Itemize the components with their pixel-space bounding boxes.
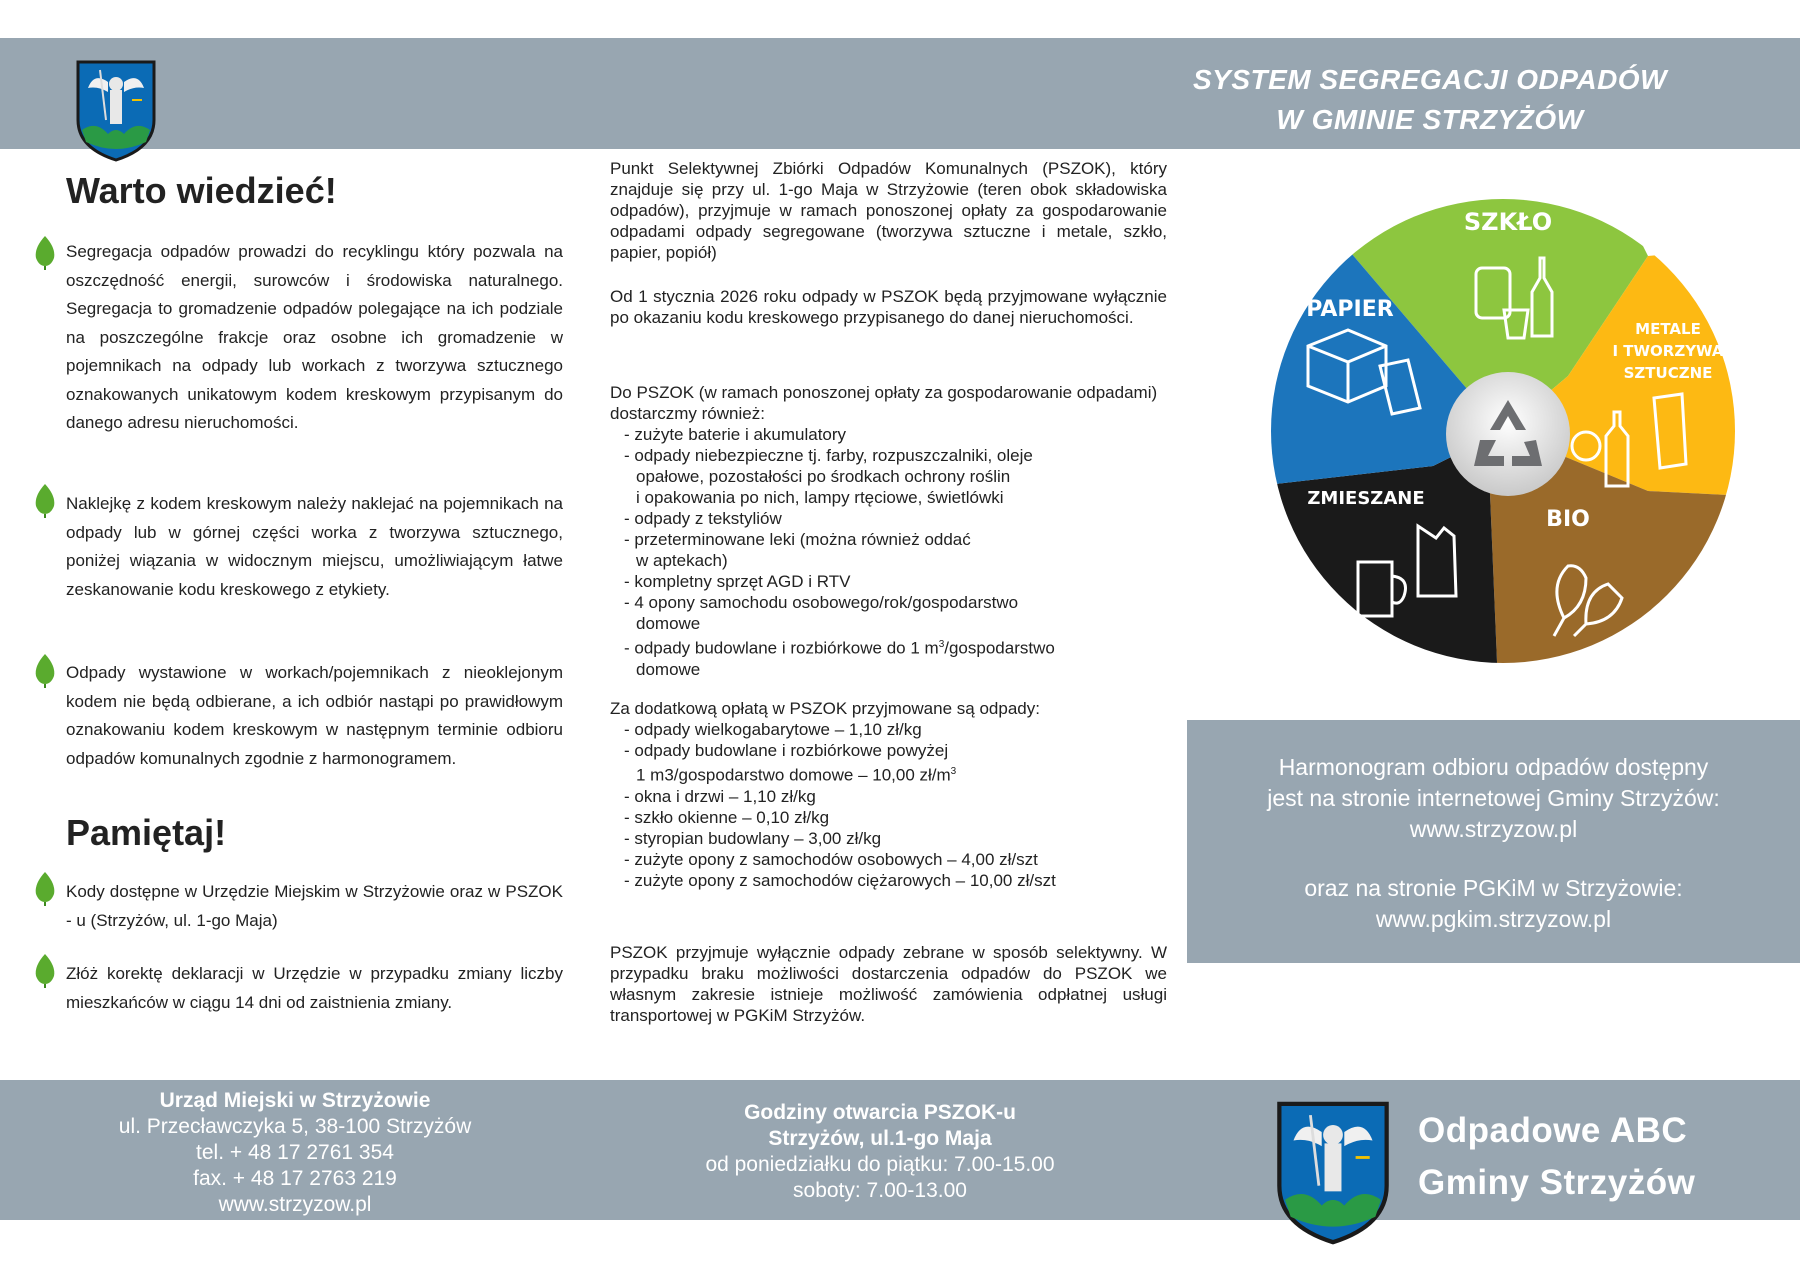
free-item-text: - odpady budowlane i rozbiórkowe do 1 m xyxy=(624,638,939,658)
paid-item: - odpady budowlane i rozbiórkowe powyżej xyxy=(624,741,949,760)
office-address: ul. Przecławczyka 5, 38-100 Strzyżów xyxy=(118,1115,472,1138)
superscript: 3 xyxy=(938,639,945,650)
brand-line2: Gminy Strzyżów xyxy=(1418,1163,1696,1202)
free-item: - przeterminowane leki (można również oddać xyxy=(624,530,971,549)
segment-label-papier: PAPIER xyxy=(1306,297,1394,322)
paid-item-text: 1 m3/gospodarstwo domowe – 10,00 zł/m xyxy=(636,765,951,785)
header-title xyxy=(1130,60,1730,140)
segment-label-metale: METALE xyxy=(1635,320,1701,338)
leaf-icon xyxy=(34,236,56,270)
leaf-icon xyxy=(34,654,56,688)
pszok-hours xyxy=(660,1100,1100,1204)
hours-saturday: soboty: 7.00-13.00 xyxy=(793,1179,967,1202)
pszok-free-list xyxy=(610,382,1167,680)
pszok-selective xyxy=(610,942,1167,1026)
header-title-line1: SYSTEM SEGREGACJI ODPADÓW xyxy=(1192,64,1668,95)
harmonogram-box xyxy=(1187,720,1800,963)
free-item: - 4 opony samochodu osobowego/rok/gospodarstwo xyxy=(624,593,1019,612)
harmonogram-line2: jest na stronie internetowej Gminy Strzyżów: xyxy=(1267,785,1720,811)
segment-label-sztuczne: SZTUCZNE xyxy=(1623,364,1713,382)
free-item: w aptekach) xyxy=(636,551,728,570)
hours-place: Strzyżów, ul.1-go Maja xyxy=(768,1127,992,1150)
office-tel: tel. + 48 17 2761 354 xyxy=(196,1141,394,1164)
harmonogram-link-strzyzow[interactable]: www.strzyzow.pl xyxy=(1409,816,1578,842)
bullet-segregacja: Segregacja odpadów prowadzi do recyklingu który pozwala na oszczędność energii, surowców i środowiska naturalnego. Segregacja to gromadzenie odpadów polegające na ich podziale na poszczególne frakcje oraz osobne ich gromadzenie w pojemnikach na odpady lub workach z tworzywa sztucznego oznakowanych unikatowym kodem kreskowym przypisanym do danego adresu nieruchomości. xyxy=(66,242,563,432)
free-item: - odpady z tekstyliów xyxy=(624,509,782,528)
harmonogram-link-pgkim[interactable]: www.pgkim.strzyzow.pl xyxy=(1375,906,1612,932)
superscript: 3 xyxy=(950,766,957,777)
segment-label-tworzywa: I TWORZYWA xyxy=(1612,342,1724,360)
leaf-icon xyxy=(34,872,56,906)
pszok-selective-text: PSZOK przyjmuje wyłącznie odpady zebrane w sposób selektywny. W przypadku braku możliwości dostarczenia odpadów do PSZOK we własnym zakresie istnieje możliwość zamówienia odpłatnej usługi transportowej w PGKiM Strzyżów. xyxy=(610,943,1167,1025)
leaf-icon xyxy=(34,954,56,988)
hours-title: Godziny otwarcia PSZOK-u xyxy=(744,1101,1016,1124)
office-name: Urząd Miejski w Strzyżowie xyxy=(159,1089,431,1112)
paid-item: - zużyte opony z samochodów ciężarowych – 10,00 zł/szt xyxy=(624,870,1056,890)
warto-wiedziec-heading: Warto wiedzieć! xyxy=(66,170,337,211)
segment-label-szklo: SZKŁO xyxy=(1463,208,1553,236)
pszok-paid-intro: Za dodatkową opłatą w PSZOK przyjmowane są odpady: xyxy=(610,699,1040,718)
harmonogram-line4: oraz na stronie PGKiM w Strzyżowie: xyxy=(1304,875,1683,901)
free-item: domowe xyxy=(636,614,701,633)
paid-item: - styropian budowlany – 3,00 zł/kg xyxy=(624,828,882,848)
free-item-text: /gospodarstwo xyxy=(944,638,1055,658)
office-www[interactable]: www.strzyzow.pl xyxy=(218,1193,372,1216)
free-item: - zużyte baterie i akumulatory xyxy=(624,425,847,444)
pszok-intro xyxy=(610,158,1167,263)
free-item: domowe xyxy=(636,659,701,679)
pszok-kod-text: Od 1 stycznia 2026 roku odpady w PSZOK będą przyjmowane wyłącznie po okazaniu kodu kreskowego przypisanego do danej nieruchomości. xyxy=(610,287,1167,327)
bullet-korekta: Złóż korektę deklaracji w Urzędzie w przypadku zmiany liczby mieszkańców w ciągu 14 dni od zaistnienia zmiany. xyxy=(66,964,563,1012)
free-item: opałowe, pozostałości po środkach ochrony roślin xyxy=(636,467,1011,486)
segment-label-bio: BIO xyxy=(1546,507,1590,532)
coat-of-arms-icon xyxy=(76,60,156,162)
paid-item: - zużyte opony z samochodów osobowych – 4,00 zł/szt xyxy=(624,849,1038,869)
brand-line1: Odpadowe ABC xyxy=(1418,1111,1688,1150)
bullet-kody: Kody dostępne w Urzędzie Miejskim w Strzyżowie oraz w PSZOK - u (Strzyżów, ul. 1-go Maja) xyxy=(66,882,563,930)
header-title-line2: W GMINIE STRZYŻÓW xyxy=(1276,104,1584,135)
pszok-kod xyxy=(610,286,1167,328)
pszok-free-intro: Do PSZOK (w ramach ponoszonej opłaty za gospodarowanie odpadami) dostarczmy również: xyxy=(610,383,1158,423)
brand-title xyxy=(1418,1105,1695,1209)
free-item xyxy=(610,634,1167,659)
harmonogram-line1: Harmonogram odbioru odpadów dostępny xyxy=(1278,754,1709,780)
hours-weekdays: od poniedziałku do piątku: 7.00-15.00 xyxy=(705,1153,1055,1176)
paid-item: - okna i drzwi – 1,10 zł/kg xyxy=(624,786,816,806)
free-item: - kompletny sprzęt AGD i RTV xyxy=(624,572,851,591)
waste-segregation-wheel xyxy=(1268,186,1738,676)
bullet-odpady-wystawione: Odpady wystawione w workach/pojemnikach z nieoklejonym kodem nie będą odbierane, a ich odbiór nastąpi po prawidłowym oznakowaniu kodem kreskowym w następnym terminie odbioru odpadów komunalnych zgodnie z harmonogramem. xyxy=(66,663,563,768)
recycle-hub xyxy=(1446,372,1570,496)
bullet-naklejka: Naklejkę z kodem kreskowym należy naklejać na pojemnikach na odpady lub w górnej części worka z tworzywa sztucznego, poniżej wiązania w widocznym miejscu, umożliwiającym łatwe zeskanowanie kodu kreskowego z etykiety. xyxy=(66,494,563,599)
office-fax: fax. + 48 17 2763 219 xyxy=(193,1167,397,1190)
pszok-intro-text: Punkt Selektywnej Zbiórki Odpadów Komunalnych (PSZOK), który znajduje się przy ul. 1-go Maja w Strzyżowie (teren obok składowiska odpadów), przyjmuje w ramach ponoszonej opłaty za gospodarowanie odpadami odpady segregowane (tworzywa sztuczne i metale, szkło, papier, popiół) xyxy=(610,159,1167,262)
leaf-icon xyxy=(34,484,56,518)
free-item: i opakowania po nich, lampy rtęciowe, świetlówki xyxy=(636,488,1004,507)
paid-item: - odpady wielkogabarytowe – 1,10 zł/kg xyxy=(624,720,922,739)
pszok-paid-list xyxy=(610,698,1167,891)
segment-label-zmieszane: ZMIESZANE xyxy=(1307,488,1425,509)
paid-item: - szkło okienne – 0,10 zł/kg xyxy=(624,807,830,827)
pamietaj-heading: Pamiętaj! xyxy=(66,812,227,853)
paid-item xyxy=(610,761,1167,786)
coat-of-arms-icon xyxy=(1275,1101,1391,1245)
office-contact xyxy=(80,1088,510,1218)
free-item: - odpady niebezpieczne tj. farby, rozpuszczalniki, oleje xyxy=(624,446,1033,465)
